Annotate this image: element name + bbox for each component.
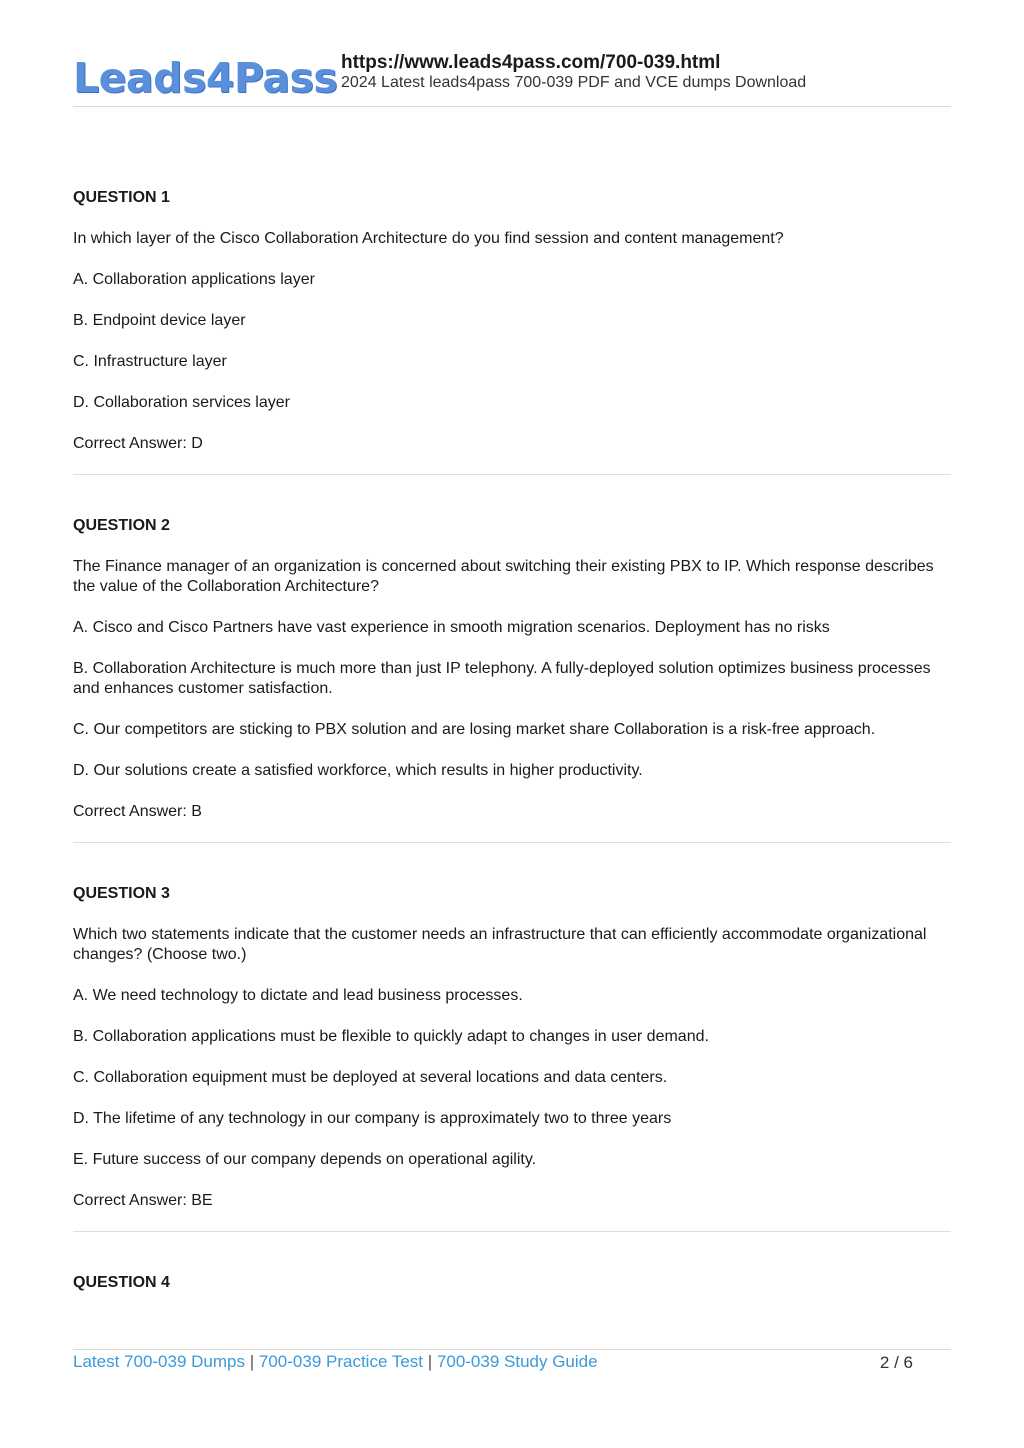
option-d: D. The lifetime of any technology in our company is approximately two to three years [73, 1110, 672, 1127]
question-text: Which two statements indicate that the customer needs an infrastructure that can efficiently accommodate organizational changes? (Choose two.) [73, 926, 927, 963]
option-b: B. Collaboration applications must be flexible to quickly adapt to changes in user demand. [73, 1028, 709, 1045]
question-title: QUESTION 2 [73, 517, 170, 534]
question-4 [73, 1273, 951, 1334]
option-a: A. Cisco and Cisco Partners have vast experience in smooth migration scenarios. Deployment has no risks [73, 619, 830, 636]
page-footer [73, 1349, 951, 1372]
option-d: D. Our solutions create a satisfied workforce, which results in higher productivity. [73, 762, 643, 779]
question-text: The Finance manager of an organization is concerned about switching their existing PBX to IP. Which response describes the value of the Collaboration Architecture? [73, 558, 934, 595]
correct-answer: Correct Answer: D [73, 435, 203, 452]
question-3 [73, 884, 951, 1232]
footer-separator: | [427, 1352, 433, 1371]
question-1 [73, 188, 951, 475]
questions-content [73, 188, 951, 1375]
option-e: E. Future success of our company depends on operational agility. [73, 1151, 537, 1168]
question-title: QUESTION 3 [73, 885, 170, 902]
option-c: C. Our competitors are sticking to PBX solution and are losing market share Collaboration is a risk-free approach. [73, 721, 876, 738]
option-a: A. Collaboration applications layer [73, 271, 315, 288]
option-a: A. We need technology to dictate and lead business processes. [73, 987, 523, 1004]
question-title: QUESTION 1 [73, 189, 170, 206]
correct-answer: Correct Answer: BE [73, 1192, 213, 1209]
question-2 [73, 516, 951, 843]
study-guide-link[interactable]: 700-039 Study Guide [436, 1352, 598, 1371]
option-b: B. Endpoint device layer [73, 312, 246, 329]
latest-dumps-link[interactable]: Latest 700-039 Dumps [73, 1352, 245, 1371]
leads4pass-logo: Leads4Pass [73, 54, 338, 102]
option-c: C. Infrastructure layer [73, 353, 227, 370]
option-c: C. Collaboration equipment must be deployed at several locations and data centers. [73, 1069, 668, 1086]
correct-answer: Correct Answer: B [73, 803, 202, 820]
footer-separator: | [249, 1352, 255, 1371]
header-subtitle: 2024 Latest leads4pass 700-039 PDF and VCE dumps Download [341, 74, 807, 91]
practice-test-link[interactable]: 700-039 Practice Test [258, 1352, 424, 1371]
option-d: D. Collaboration services layer [73, 394, 290, 411]
question-text: In which layer of the Cisco Collaboration Architecture do you find session and content management? [73, 230, 784, 247]
option-b: B. Collaboration Architecture is much more than just IP telephony. A fully-deployed solution optimizes business processes and enhances customer satisfaction. [73, 660, 931, 697]
page-header [73, 50, 951, 107]
question-title: QUESTION 4 [73, 1274, 170, 1291]
header-url: https://www.leads4pass.com/700-039.html [341, 52, 721, 73]
page-number: 2 / 6 [879, 1353, 913, 1372]
